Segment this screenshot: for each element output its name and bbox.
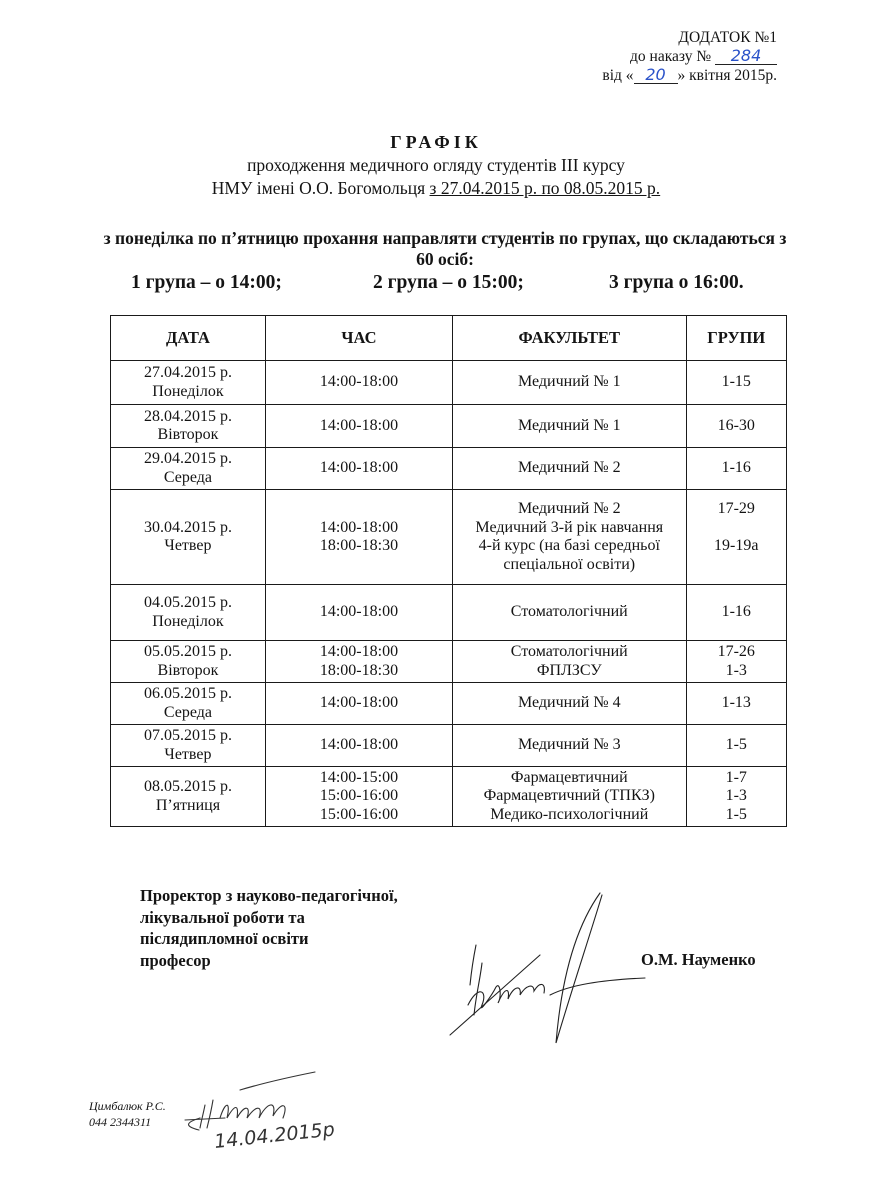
faculty-value: Медичний № 2 bbox=[517, 500, 621, 517]
date-suffix: » квітня 2015р. bbox=[677, 67, 777, 84]
time-value: 15:00-16:00 bbox=[319, 805, 399, 823]
groups-value: 17-26 bbox=[717, 643, 755, 660]
groups-cell bbox=[686, 405, 786, 448]
groups-value: 1-3 bbox=[725, 661, 747, 679]
date-value: 30.04.2015 р. bbox=[143, 518, 232, 536]
groups-value: 1-13 bbox=[721, 694, 751, 712]
faculty-cell bbox=[453, 405, 686, 448]
university-name: НМУ імені О.О. Богомольця bbox=[211, 178, 430, 198]
table-row bbox=[111, 585, 787, 641]
time-value: 14:00-18:00 bbox=[319, 694, 399, 712]
document-subtitle-period bbox=[0, 178, 872, 199]
table-row bbox=[111, 448, 787, 490]
groups-value: 1-5 bbox=[725, 736, 747, 754]
weekday-value: Середа bbox=[163, 703, 213, 721]
date-cell bbox=[111, 585, 266, 641]
groups-cell bbox=[686, 361, 786, 405]
groups-cell bbox=[686, 725, 786, 767]
time-value: 14:00-18:00 bbox=[319, 736, 399, 754]
time-cell bbox=[265, 641, 452, 683]
weekday-value: Понеділок bbox=[152, 612, 224, 630]
faculty-value: Фармацевтичний (ТПКЗ) bbox=[483, 787, 655, 805]
date-cell bbox=[111, 641, 266, 683]
faculty-cell bbox=[453, 490, 686, 585]
time-value: 18:00-18:30 bbox=[319, 661, 399, 679]
weekday-value: Четвер bbox=[164, 745, 212, 763]
faculty-value: Стоматологічний bbox=[510, 643, 628, 660]
groups-value: 1-7 bbox=[725, 768, 747, 786]
position-line: Проректор з науково-педагогічної, bbox=[140, 886, 398, 905]
position-line: лікувальної роботи та bbox=[140, 907, 305, 927]
date-value: 27.04.2015 р. bbox=[143, 364, 232, 381]
faculty-value: Фармацевтичний bbox=[510, 768, 628, 786]
table-row bbox=[111, 683, 787, 725]
notice-text: з понеділка по п’ятницю прохання направляти студентів по групах, що складаються з 60 осіб: bbox=[103, 228, 787, 269]
date-value: 07.05.2015 р. bbox=[143, 727, 232, 744]
time-value: 14:00-18:00 bbox=[319, 416, 399, 434]
date-value: 05.05.2015 р. bbox=[143, 643, 232, 660]
visa-date: 14.04.2015р bbox=[213, 1118, 336, 1153]
date-prefix: від « bbox=[602, 67, 634, 84]
table-row bbox=[111, 361, 787, 405]
faculty-value: Медико-психологічний bbox=[490, 805, 649, 823]
faculty-value: Медичний № 1 bbox=[517, 373, 621, 391]
faculty-cell bbox=[453, 361, 686, 405]
period: з 27.04.2015 р. по 08.05.2015 р. bbox=[429, 178, 661, 198]
table-row bbox=[111, 490, 787, 585]
schedule-table bbox=[110, 315, 787, 827]
table-row bbox=[111, 725, 787, 767]
faculty-value: Стоматологічний bbox=[510, 603, 628, 621]
faculty-cell bbox=[453, 585, 686, 641]
time-value: 18:00-18:30 bbox=[319, 537, 399, 554]
groups-cell bbox=[686, 767, 786, 827]
date-cell bbox=[111, 683, 266, 725]
order-prefix: до наказу № bbox=[630, 48, 712, 65]
faculty-value: Медичний № 1 bbox=[517, 416, 621, 434]
groups-cell bbox=[686, 448, 786, 490]
groups-value: 19-19а bbox=[714, 537, 759, 554]
weekday-value: Середа bbox=[163, 468, 213, 486]
time-value: 14:00-18:00 bbox=[319, 643, 399, 660]
time-cell bbox=[265, 490, 452, 585]
faculty-cell bbox=[453, 448, 686, 490]
signatory-name: О.М. Науменко bbox=[641, 950, 756, 969]
weekday-value: Вівторок bbox=[157, 661, 219, 679]
time-value: 14:00-18:00 bbox=[319, 373, 399, 391]
groups-value: 1-5 bbox=[725, 805, 747, 823]
time-cell bbox=[265, 725, 452, 767]
header-groups: ГРУПИ bbox=[686, 316, 786, 361]
weekday-value: Вівторок bbox=[157, 426, 219, 443]
date-cell bbox=[111, 405, 266, 448]
document-subtitle: проходження медичного огляду студентів ІІІ курсу bbox=[247, 155, 625, 175]
spacer bbox=[687, 519, 786, 538]
order-number-line bbox=[602, 47, 777, 66]
time-cell bbox=[265, 361, 452, 405]
group-3-time: 3 група о 16:00. bbox=[609, 272, 744, 293]
date-cell bbox=[111, 490, 266, 585]
time-cell bbox=[265, 448, 452, 490]
faculty-cell bbox=[453, 683, 686, 725]
date-cell bbox=[111, 361, 266, 405]
order-date-line bbox=[602, 66, 777, 85]
table-row bbox=[111, 767, 787, 827]
date-day: 20 bbox=[634, 67, 678, 84]
time-cell bbox=[265, 405, 452, 448]
date-cell bbox=[111, 767, 266, 827]
groups-cell bbox=[686, 490, 786, 585]
date-value: 08.05.2015 р. bbox=[143, 778, 232, 795]
header-faculty: ФАКУЛЬТЕТ bbox=[453, 316, 686, 361]
groups-cell bbox=[686, 683, 786, 725]
position-line: післядипломної освіти bbox=[140, 929, 309, 948]
time-value: 14:00-18:00 bbox=[319, 518, 399, 536]
time-cell bbox=[265, 767, 452, 827]
faculty-value: Медичний 3-й рік навчання bbox=[475, 518, 664, 536]
date-value: 29.04.2015 р. bbox=[143, 450, 232, 467]
faculty-value: спеціальної освіти) bbox=[503, 555, 636, 573]
table-row bbox=[111, 405, 787, 448]
annex-title: ДОДАТОК №1 bbox=[678, 29, 777, 46]
faculty-cell bbox=[453, 725, 686, 767]
time-cell bbox=[265, 683, 452, 725]
weekday-value: П’ятниця bbox=[155, 796, 221, 814]
spacer bbox=[687, 556, 786, 575]
executor-info bbox=[89, 1098, 166, 1130]
time-value: 14:00-18:00 bbox=[319, 459, 399, 477]
time-value: 14:00-15:00 bbox=[319, 768, 399, 786]
executor-phone: 044 2344311 bbox=[89, 1115, 152, 1129]
faculty-value: ФПЛЗСУ bbox=[536, 661, 602, 679]
header-date: ДАТА bbox=[111, 316, 266, 361]
faculty-value: Медичний № 3 bbox=[517, 736, 621, 754]
time-value: 15:00-16:00 bbox=[319, 787, 399, 805]
group-1-time: 1 група – о 14:00; bbox=[131, 272, 282, 293]
signatory-position bbox=[140, 885, 398, 971]
handwritten-signature bbox=[430, 885, 650, 1045]
date-cell bbox=[111, 725, 266, 767]
groups-value: 1-3 bbox=[725, 787, 747, 805]
group-2-time: 2 група – о 15:00; bbox=[373, 272, 524, 293]
order-number: 284 bbox=[715, 48, 777, 65]
groups-cell bbox=[686, 641, 786, 683]
faculty-value: Медичний № 4 bbox=[517, 694, 621, 712]
faculty-value: Медичний № 2 bbox=[517, 459, 621, 477]
date-cell bbox=[111, 448, 266, 490]
faculty-cell bbox=[453, 641, 686, 683]
position-line: професор bbox=[140, 950, 211, 970]
header-time: ЧАС bbox=[265, 316, 452, 361]
time-cell bbox=[265, 585, 452, 641]
document-title: ГРАФІК bbox=[390, 132, 482, 152]
handwritten-visa bbox=[165, 1060, 365, 1155]
table-header-row bbox=[111, 316, 787, 361]
groups-value: 1-15 bbox=[721, 373, 751, 391]
groups-value: 1-16 bbox=[721, 603, 751, 621]
date-value: 06.05.2015 р. bbox=[143, 685, 232, 702]
executor-name: Цимбалюк Р.С. bbox=[89, 1099, 166, 1113]
date-value: 04.05.2015 р. bbox=[143, 594, 232, 611]
weekday-value: Понеділок bbox=[152, 382, 224, 400]
groups-value: 17-29 bbox=[717, 500, 755, 517]
groups-cell bbox=[686, 585, 786, 641]
faculty-cell bbox=[453, 767, 686, 827]
groups-value: 1-16 bbox=[721, 459, 751, 477]
annex-block bbox=[602, 28, 777, 85]
time-value: 14:00-18:00 bbox=[319, 603, 399, 621]
groups-value: 16-30 bbox=[717, 416, 755, 434]
table-row bbox=[111, 641, 787, 683]
faculty-value: 4-й курс (на базі середньої bbox=[478, 537, 660, 554]
date-value: 28.04.2015 р. bbox=[143, 407, 232, 425]
weekday-value: Четвер bbox=[164, 537, 212, 554]
